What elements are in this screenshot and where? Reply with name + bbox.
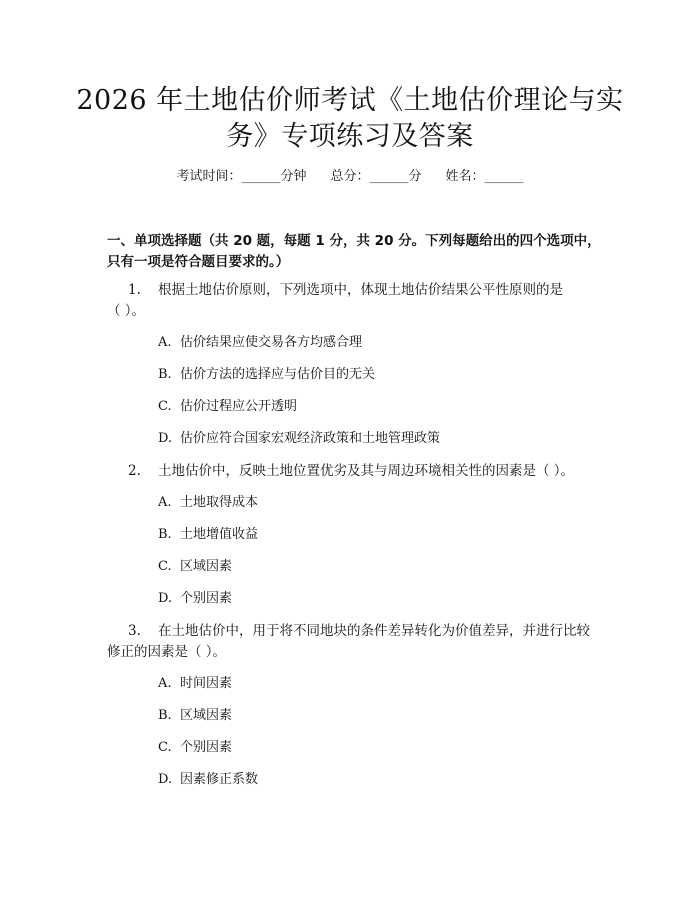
option-letter: D. [158, 591, 173, 606]
question-3-option-b [158, 706, 232, 726]
question-1-option-a [158, 333, 362, 353]
option-letter: C. [158, 559, 172, 574]
question-3-text-line-2: 修正的因素是（ ）。 [107, 644, 227, 660]
option-text: 估价应符合国家宏观经济政策和土地管理政策 [180, 431, 441, 446]
option-letter: A. [158, 495, 172, 510]
option-text: 估价过程应公开透明 [180, 399, 298, 414]
option-letter: A. [158, 676, 172, 691]
question-1-text-line-2: （ ）。 [107, 303, 146, 319]
option-text: 估价结果应使交易各方均感合理 [180, 335, 363, 350]
section-heading-line-2: 只有一项是符合题目要求的。） [107, 254, 290, 270]
document-title-line-1: 2026 年土地估价师考试《土地估价理论与实 [76, 85, 624, 116]
option-text: 估价方法的选择应与估价目的无关 [180, 367, 376, 382]
question-2-option-d [158, 589, 232, 609]
option-text: 个别因素 [180, 591, 233, 606]
option-letter: D. [158, 431, 173, 446]
exam-info [0, 167, 700, 187]
question-3-option-c [158, 738, 232, 758]
question-1-option-d [158, 429, 440, 449]
option-letter: B. [158, 708, 172, 723]
option-letter: D. [158, 772, 173, 787]
question-1-option-c [158, 397, 297, 417]
option-text: 区域因素 [180, 708, 233, 723]
question-1-number: 1. [128, 282, 141, 298]
question-3-option-d [158, 770, 258, 790]
option-text: 时间因素 [180, 676, 233, 691]
question-3-option-a [158, 674, 232, 694]
question-3-number: 3. [128, 623, 141, 639]
option-letter: A. [158, 335, 172, 350]
option-text: 因素修正系数 [180, 772, 259, 787]
document-title-line-2: 务》专项练习及答案 [226, 121, 474, 152]
option-text: 区域因素 [180, 559, 233, 574]
exam-time-field: 考试时间：______分钟 [176, 169, 307, 184]
option-text: 土地增值收益 [180, 527, 259, 542]
total-score-field: 总分：______分 [330, 169, 422, 184]
question-2-number: 2. [128, 463, 141, 479]
option-letter: C. [158, 399, 172, 414]
question-2-option-b [158, 525, 258, 545]
option-text: 个别因素 [180, 740, 233, 755]
question-2-option-a [158, 493, 258, 513]
option-text: 土地取得成本 [180, 495, 259, 510]
question-1-option-b [158, 365, 375, 385]
option-letter: C. [158, 740, 172, 755]
section-heading-line-1: 一、单项选择题（共 20 题，每题 1 分，共 20 分。下列每题给出的四个选项中， [107, 233, 601, 249]
question-3-text-line-1: 在土地估价中，用于将不同地块的条件差异转化为价值差异，并进行比较 [158, 623, 590, 639]
question-2-text-line-1: 土地估价中，反映土地位置优劣及其与周边环境相关性的因素是（ ）。 [158, 463, 575, 479]
option-letter: B. [158, 367, 172, 382]
name-field: 姓名：______ [445, 169, 524, 184]
option-letter: B. [158, 527, 172, 542]
question-1-text-line-1: 根据土地估价原则，下列选项中，体现土地估价结果公平性原则的是 [158, 282, 563, 298]
question-2-option-c [158, 557, 232, 577]
